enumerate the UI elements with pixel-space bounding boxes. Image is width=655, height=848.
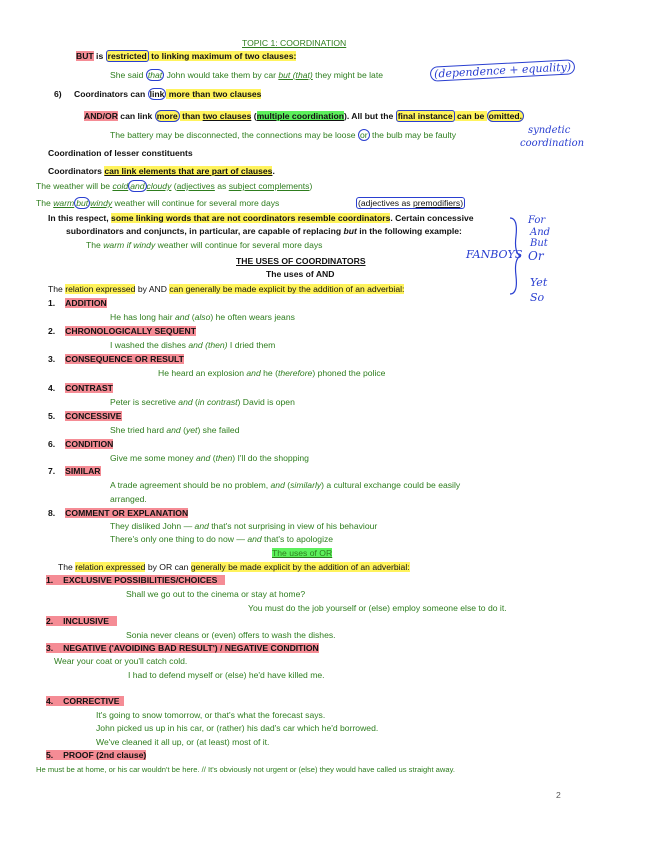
or-item-corrective [46,696,124,707]
example-she-said [110,70,383,81]
or-item-exclusive [46,575,225,586]
text: and [178,397,193,407]
or-intro-line [58,562,410,573]
and-item-addition [48,298,107,309]
text: ( [251,111,257,121]
warm-word: warm [53,198,75,208]
text: ) David is open [237,397,295,407]
text: the bulb may be faulty [369,130,457,140]
and-item-contrast [48,383,113,394]
text: is [93,51,106,61]
and-intro-line [48,284,404,295]
and-or-line [84,111,524,122]
point-6-line [54,89,261,100]
and-or-highlight: AND/OR [84,111,118,121]
handwritten-coordination: coordination [520,138,585,149]
text: than [179,111,203,121]
text: and (then) [188,340,228,350]
number: 6. [48,439,56,449]
text: He has long hair [110,312,175,322]
label: CONCESSIVE [65,411,122,421]
number: 5. [46,750,54,760]
example-warm-windy [36,198,279,209]
text: and [246,368,261,378]
and-item-consequence [48,354,184,365]
text: The battery may be disconnected, the connections may be loose [110,130,358,140]
uses-of-coordinators-heading: THE USES OF COORDINATORS [236,256,366,266]
example-addition [110,312,295,323]
example-consequence [158,368,385,379]
number: 2. [48,326,56,336]
text: . [272,166,275,176]
windy-word: windy [90,198,113,208]
handwritten-syndetic: syndetic [528,125,571,136]
number: 8. [48,508,56,518]
text: ( [210,453,216,463]
restricted-rest: to linking maximum of two clauses: [148,51,297,61]
text: can be [454,111,487,121]
example-corrective-1: It's going to snow tomorrow, or that's what the forecast says. [96,710,326,720]
text: ) [460,198,464,208]
but-rule-line [76,51,296,62]
text: The weather will be [36,181,113,191]
number: 2. [46,616,54,626]
text: ( [284,480,291,490]
fanboys-for: For [528,215,546,226]
multiple-coordination: multiple coordination [256,111,344,121]
uses-of-and-heading: The uses of AND [266,269,335,279]
text: A trade agreement should be no problem, [110,480,271,490]
adjectives-premodifiers-note [356,198,465,209]
text: She said [110,70,146,80]
and-item-condition [48,439,113,450]
text: Coordinators [48,166,105,176]
lesser-constituents-heading: Coordination of lesser constituents [48,148,193,158]
coordinators-can-link-line [48,166,275,177]
text: ) [309,181,313,191]
handwritten-dependence-note: (dependence + equality) [430,59,576,82]
and-item-comment [48,508,188,519]
text: . Certain concessive [390,213,474,223]
number: 3. [48,354,56,364]
example-comment-2 [110,534,333,545]
text: therefore [277,368,313,378]
text: and [247,534,262,544]
handwritten-fanboys: FANBOYS [466,248,523,261]
and-item-chronological [48,326,196,337]
text: can link [117,111,155,121]
more-than-two-highlight: more than two clauses [166,89,262,99]
number: 5. [48,411,56,421]
text: he ( [260,368,278,378]
example-chronological [110,340,275,351]
label: SIMILAR [65,466,101,476]
example-exclusive-2: You must do the job yourself or (else) employ someone else to do it. [248,603,507,613]
and-item-similar [48,466,101,477]
premod-box [356,197,465,209]
text: as [214,181,229,191]
example-weather-cold [36,181,312,192]
example-inclusive: Sonia never cleans or (even) offers to wash the dishes. [126,630,336,640]
text: (adjectives [358,198,400,208]
final-instance: final instance [397,111,453,121]
restricted-word: restricted [107,51,147,61]
relation-highlight: relation expressed [65,284,136,294]
text: in the following example: [356,226,462,236]
or-item-proof [46,750,146,761]
text: and [194,521,209,531]
text: ) a cultural exchange could be easily [321,480,461,490]
example-similar-2: arranged. [110,494,147,504]
label: CORRECTIVE [63,696,120,706]
text: and [166,425,181,435]
cloudy-word: cloudy [146,181,172,191]
more-word: more [156,111,178,121]
label: COMMENT OR EXPLANATION [65,508,189,518]
text: John would take them by car [164,70,279,80]
example-corrective-2: John picked us up in his car, or (rather) his dad's car which he'd borrowed. [96,723,379,733]
example-comment-1 [110,521,377,532]
label: NEGATIVE ('AVOIDING BAD RESULT') / NEGATIVE CONDITION [63,643,319,653]
text: In this respect, [48,213,112,223]
but-highlight: BUT [76,51,94,61]
text: ) she failed [197,425,240,435]
label: CHRONOLOGICALLY SEQUENT [65,326,196,336]
subordinators-line [66,226,462,237]
uses-of-or-heading: The uses of OR [272,548,333,558]
number: 1. [48,298,56,308]
text: ) I'll do the shopping [232,453,309,463]
number: 4. [48,383,56,393]
two-clauses: two clauses [202,111,252,121]
example-concessive [110,425,239,436]
number: 1. [46,575,54,585]
warm-if-windy: warm if windy [103,240,156,250]
or-item-inclusive [46,616,117,627]
text: I dried them [227,340,276,350]
example-battery [110,130,456,141]
and-word: and [130,181,145,191]
page-number: 2 [556,790,561,800]
text: ). All but the [343,111,396,121]
example-similar-1 [110,480,460,491]
text: subordinators and conjuncts, in particular, are capable of replacing [66,226,344,236]
text: also [194,312,211,322]
number: 6) [54,89,62,99]
omitted-word: omitted. [488,111,523,121]
or-item-negative [46,643,319,654]
text: ( [192,397,198,407]
example-contrast [110,397,295,408]
text: similarly [290,480,322,490]
number: 3. [46,643,54,653]
text: He heard an explosion [158,368,247,378]
label: CONDITION [65,439,114,449]
text: ) he often wears jeans [210,312,295,322]
text: Coordinators can [74,89,148,99]
text: that's not surprising in view of his behaviour [208,521,378,531]
label: CONTRAST [65,383,113,393]
explicit-highlight: generally be made explicit by the addition of an adverbial: [190,562,410,572]
that-word: that [147,70,163,80]
or-word: or [359,130,368,140]
fanboys-or: Or [528,249,544,263]
label: EXCLUSIVE POSSIBILITIES/CHOICES [63,575,218,585]
but-word: but [343,226,357,236]
label: PROOF (2nd clause) [63,750,147,760]
in-this-respect-line [48,213,474,224]
text: yet [185,425,198,435]
text: ) phoned the police [312,368,386,378]
label: INCLUSIVE [63,616,110,626]
resemble-highlight: some linking words that are not coordinators resemble coordinators [111,213,391,223]
premodifiers-word: premodifiers [412,198,461,208]
subject-complements: subject complements [228,181,310,191]
number: 7. [48,466,56,476]
text: She tried hard [110,425,167,435]
link-word: link [149,89,165,99]
text: There's only one thing to do now — [110,534,248,544]
but-that-word: but (that) [278,70,313,80]
text: Peter is secretive [110,397,179,407]
example-exclusive-1: Shall we go out to the cinema or stay at home? [126,589,306,599]
and-item-concessive [48,411,122,422]
text: ( [171,181,177,191]
explicit-highlight: can generally be made explicit by the addition of an adverbial: [169,284,405,294]
example-warm-if-windy [86,240,322,251]
text: The [48,284,66,294]
link-elements-highlight: can link elements that are part of clauses [104,166,273,176]
page-title: TOPIC 1: COORDINATION [242,38,347,48]
fanboys-and: And [530,227,551,238]
fanboys-yet: Yet [530,276,548,289]
text: then [215,453,233,463]
example-corrective-3: We've cleaned it all up, or (at least) most of it. [96,737,270,747]
text: and [270,480,285,490]
text: Give me some money [110,453,196,463]
text: weather will continue for several more days [155,240,323,250]
cold-word: cold [112,181,129,191]
text: ( [180,425,186,435]
fanboys-so: So [530,291,545,304]
number: 4. [46,696,54,706]
text: ( [189,312,195,322]
text: I washed the dishes [110,340,189,350]
label: ADDITION [65,298,107,308]
fanboys-but: But [530,238,548,249]
text: The [58,562,76,572]
text: in contrast [197,397,238,407]
example-negative-1: Wear your coat or you'll catch cold. [54,656,188,666]
text: and [174,312,190,322]
text: they might be late [312,70,383,80]
label: CONSEQUENCE OR RESULT [65,354,184,364]
text: weather will continue for several more days [112,198,280,208]
text: that's to apologize [261,534,334,544]
relation-highlight: relation expressed [75,562,146,572]
text: The [86,240,104,250]
text: and [195,453,211,463]
example-negative-2: I had to defend myself or (else) he'd have killed me. [128,670,325,680]
but-word: but [76,198,89,208]
text: by AND [135,284,170,294]
example-condition [110,453,309,464]
text: They disliked John — [110,521,195,531]
text: as [399,198,413,208]
text: The [36,198,54,208]
adjectives-word: adjectives [176,181,215,191]
text: by OR can [145,562,191,572]
example-proof: He must be at home, or his car wouldn't be here. // It's obviously not urgent or (else) they would have called us straight away. [36,765,455,774]
